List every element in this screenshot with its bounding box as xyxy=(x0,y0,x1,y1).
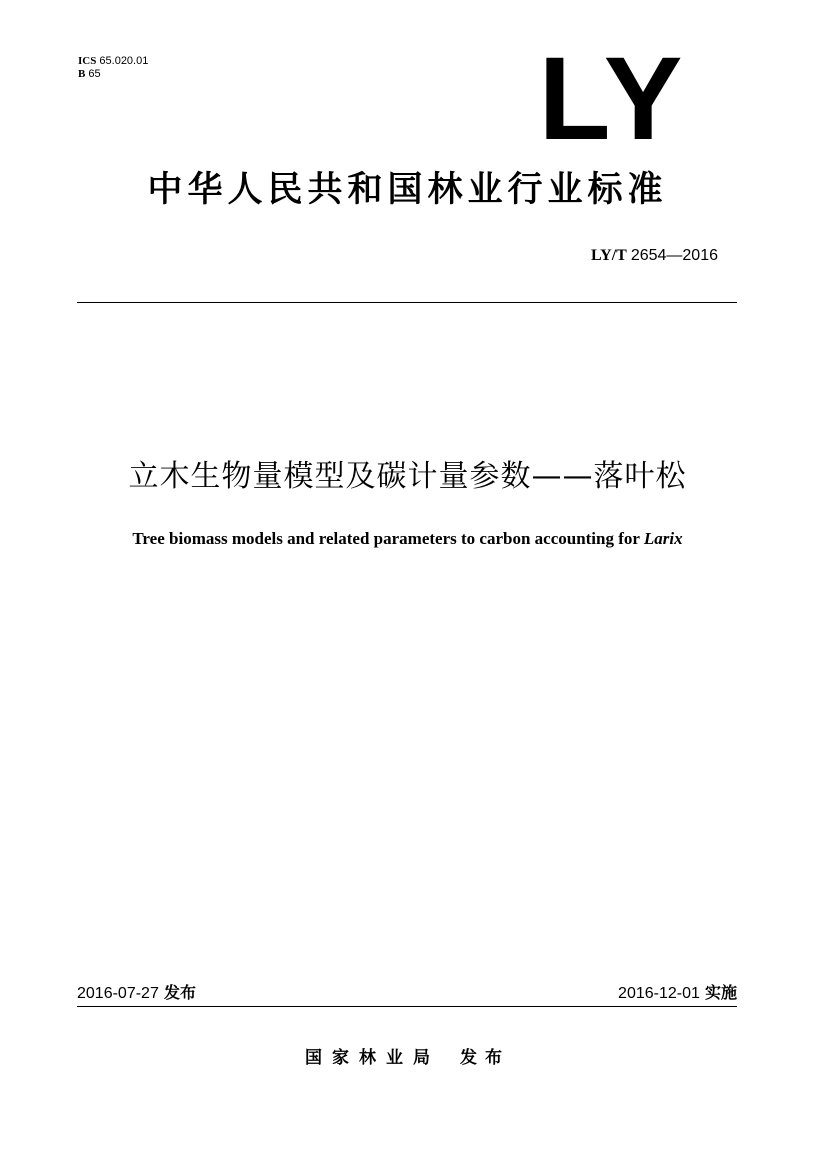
class-line xyxy=(78,68,148,81)
implement-label: 实施 xyxy=(704,983,737,1002)
ics-code: 65.020.01 xyxy=(99,55,149,67)
document-title-en-main: Tree biomass models and related parameters to carbon accounting for xyxy=(132,529,644,548)
document-title-en xyxy=(0,528,815,550)
document-title-zh: 立木生物量模型及碳计量参数——落叶松 xyxy=(128,459,687,494)
ly-logo: LY xyxy=(538,33,687,165)
standard-number-value: 2654—2016 xyxy=(630,247,718,264)
publish-label: 发布 xyxy=(163,983,196,1002)
class-code: 65 xyxy=(88,68,101,80)
issuer-organization: 国家林业局 xyxy=(305,1048,440,1068)
implement-info xyxy=(618,983,737,1004)
publish-info xyxy=(77,983,196,1004)
top-divider xyxy=(77,302,737,303)
ics-label: ICS xyxy=(78,55,97,67)
issuer-action: 发布 xyxy=(460,1048,510,1068)
standard-number-prefix: LY/T xyxy=(590,247,627,264)
standard-type-title: 中华人民共和国林业行业标准 xyxy=(147,170,668,210)
publish-date: 2016-07-27 xyxy=(77,985,159,1002)
standard-number xyxy=(591,246,718,266)
implement-date: 2016-12-01 xyxy=(618,985,700,1002)
document-title-en-genus: Larix xyxy=(643,529,683,548)
ics-line xyxy=(78,55,148,68)
bottom-divider xyxy=(77,1006,737,1007)
classification-codes xyxy=(78,55,148,81)
issuing-authority xyxy=(0,1046,815,1070)
class-label: B xyxy=(78,68,86,80)
